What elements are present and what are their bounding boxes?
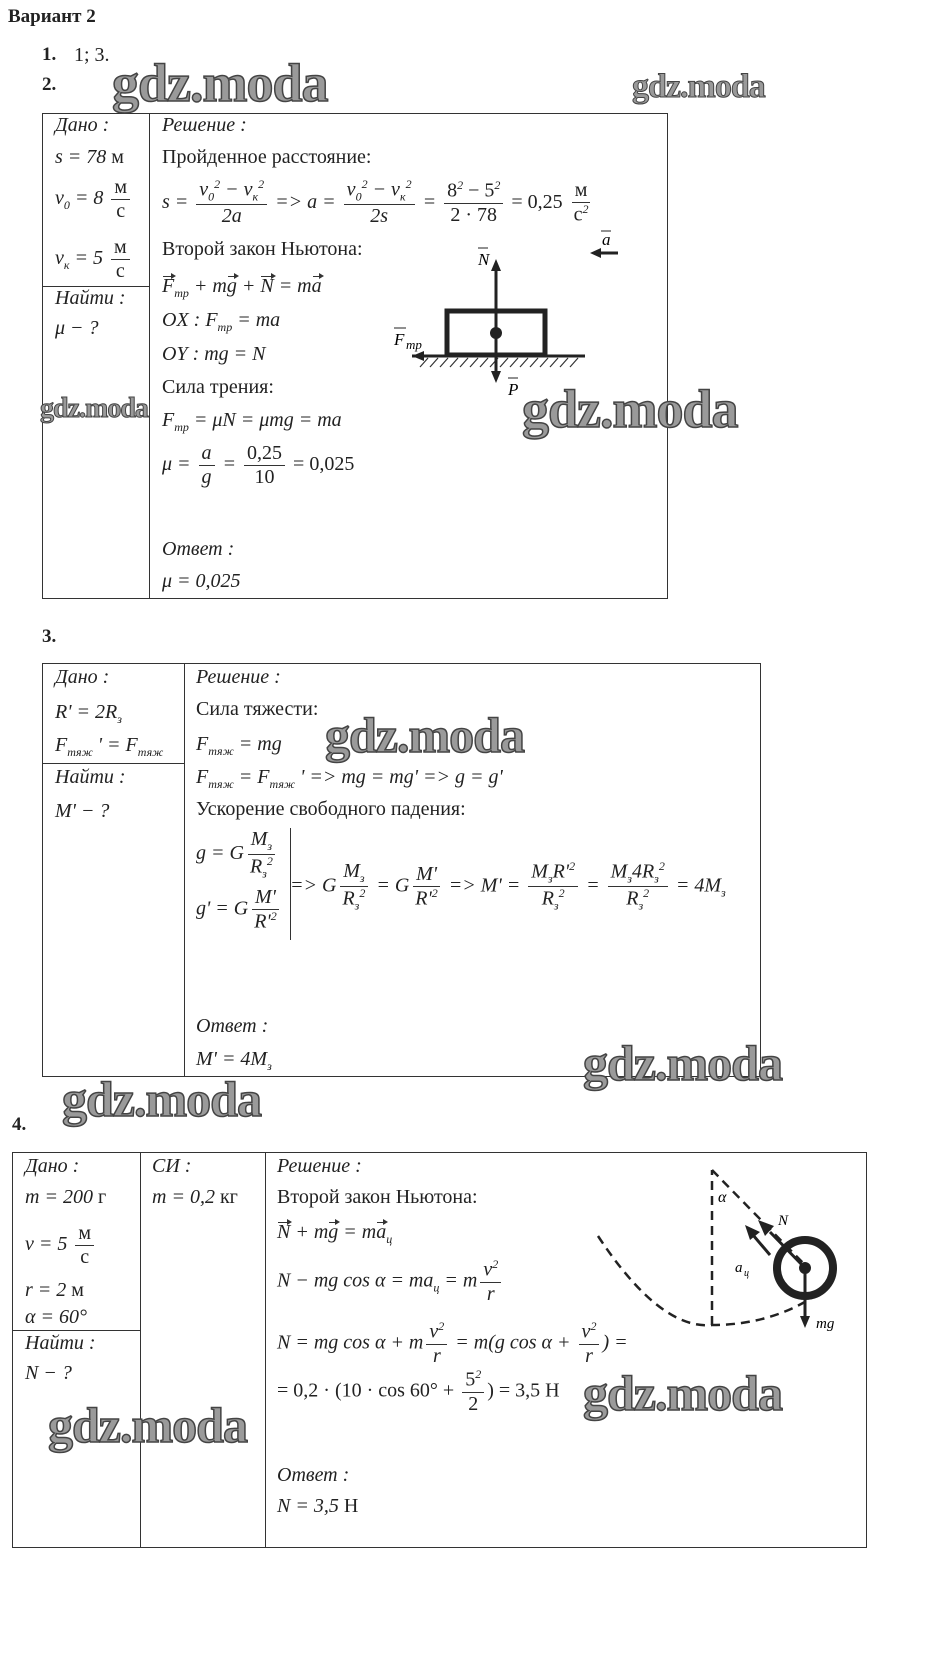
math-text: => M' =: [443, 874, 526, 897]
denominator: [113, 200, 128, 223]
row-divider: [13, 1330, 140, 1331]
math-text: v: [346, 178, 356, 201]
math-text: R': [415, 887, 432, 910]
numerator: [111, 236, 130, 260]
numerator: [111, 176, 130, 200]
denominator: [251, 910, 280, 934]
subscript: ц: [386, 1232, 393, 1246]
math-text: => G: [290, 874, 337, 897]
superscript: 2: [558, 886, 565, 901]
given-vk: [55, 236, 133, 283]
find-label: Найти :: [25, 1332, 96, 1354]
solution-label: Решение :: [196, 666, 281, 688]
solution-label: Решение :: [162, 114, 247, 136]
fraction: [196, 178, 267, 228]
numerator: [252, 886, 279, 910]
numerator: [462, 1368, 484, 1393]
formula-gravity: [196, 733, 282, 759]
math-text: s = 78: [55, 146, 112, 168]
watermark: gdz.moda: [325, 707, 524, 763]
numerator: [608, 860, 668, 887]
math-text: = 8: [69, 187, 109, 210]
math-text: Н: [343, 1495, 359, 1517]
fraction: [412, 863, 441, 911]
answer-label: Ответ :: [196, 1015, 269, 1037]
find-value: M' − ?: [55, 800, 110, 822]
math-text: OY : mg = N: [162, 343, 266, 365]
denominator: [539, 887, 568, 913]
math-text: v: [55, 187, 64, 210]
math-text: v: [199, 178, 209, 201]
math-text: R: [249, 855, 263, 878]
given-s: [55, 146, 124, 169]
math-text: = m: [338, 1221, 377, 1243]
denominator: [219, 205, 245, 228]
radius-line: [712, 1170, 805, 1265]
formula-projection: [277, 1258, 504, 1306]
math-text: ) = 3,5 Н: [487, 1379, 560, 1402]
n-label: N: [778, 1213, 789, 1229]
numerator: [480, 1258, 501, 1283]
math-text: с: [116, 200, 126, 222]
numerator: [196, 178, 267, 205]
subscript: з: [638, 899, 644, 914]
subscript: ц: [433, 1280, 440, 1295]
math-text: a: [201, 442, 212, 464]
superscript: 2: [590, 1319, 597, 1333]
math-text: + m: [188, 275, 227, 297]
math-text: F: [196, 766, 209, 788]
math-text: = 4M: [670, 874, 722, 897]
subscript: з: [267, 839, 273, 853]
subscript: тр: [174, 420, 189, 434]
subscript: з: [267, 1059, 272, 1073]
fraction: [199, 442, 215, 489]
superscript: 2: [214, 177, 221, 191]
math-text: м: [111, 146, 124, 168]
subscript: з: [354, 898, 360, 913]
math-text: v: [581, 1320, 591, 1343]
math-text: R': [552, 860, 570, 883]
watermark: gdz.moda: [522, 379, 738, 439]
formula-newton: [277, 1221, 392, 1247]
fraction: [339, 860, 368, 913]
answer-label: Ответ :: [162, 538, 235, 560]
formula-friction: [162, 409, 342, 435]
superscript: 2: [438, 1319, 445, 1333]
column-divider: [265, 1153, 266, 1547]
mg-label: mg: [816, 1316, 835, 1332]
subscript: 0: [63, 198, 70, 213]
alpha-label: α: [718, 1189, 727, 1206]
numerator: [426, 1320, 447, 1345]
friction-label-sub: тр: [406, 337, 422, 352]
math-text: R: [626, 888, 639, 911]
vector: F: [162, 275, 175, 297]
math-text: = ma: [232, 309, 281, 331]
math-text: M': [416, 863, 438, 886]
fraction: [571, 179, 592, 227]
answer-value: [277, 1495, 358, 1518]
math-text: 0,25: [247, 442, 283, 464]
subscript: 0: [355, 189, 362, 204]
denominator: [339, 887, 368, 913]
denominator: [484, 1283, 498, 1306]
given-radius: [25, 1279, 84, 1302]
denominator: [113, 260, 128, 283]
math-text: + m: [290, 1221, 329, 1243]
math-text: = μN = μmg = ma: [188, 409, 342, 431]
math-text: r = 2: [25, 1279, 72, 1301]
numerator: [244, 442, 285, 466]
math-text: v: [55, 247, 64, 270]
vector: N: [260, 275, 274, 297]
superscript: 2: [492, 1257, 499, 1271]
a-label: a: [602, 230, 611, 249]
math-text: 8: [447, 180, 458, 203]
subscript: 0: [208, 189, 215, 204]
formula-equal: [196, 766, 503, 792]
subscript: з: [721, 885, 726, 900]
math-text: => a =: [270, 190, 341, 213]
subscript: тяж: [208, 777, 234, 791]
math-text: v = 5: [25, 1233, 73, 1256]
math-text: с: [80, 1246, 90, 1268]
subscript: з: [262, 866, 267, 881]
formula-normal: [277, 1320, 628, 1368]
row-divider: [43, 763, 184, 764]
math-text: 4R: [631, 860, 655, 883]
watermark: gdz.moda: [62, 1071, 261, 1127]
denominator: [412, 887, 441, 911]
math-text: = mg: [233, 733, 282, 755]
given-v0: [55, 176, 133, 223]
si-mass: [152, 1186, 238, 1209]
subscript: з: [627, 871, 632, 886]
superscript: 2: [270, 909, 277, 923]
math-text: α = 60°: [25, 1306, 87, 1328]
friction-label: F: [394, 330, 405, 349]
fraction: [244, 442, 285, 489]
math-text: г: [97, 1186, 107, 1208]
numerator: [340, 860, 367, 887]
subscript: тяж: [67, 745, 93, 759]
math-text: м: [114, 176, 128, 198]
heading-newton: Второй закон Ньютона:: [162, 238, 363, 260]
heading-acceleration: Ускорение свободного падения:: [196, 798, 466, 820]
math-text: 2: [468, 1392, 479, 1415]
subscript: тяж: [269, 777, 296, 791]
column-divider: [140, 1153, 141, 1547]
superscript: 2: [431, 886, 438, 901]
given-radius: [55, 701, 122, 727]
vector: a: [376, 1221, 387, 1243]
subscript: тяж: [208, 744, 234, 758]
math-text: g: [201, 466, 212, 488]
math-text: =: [417, 190, 442, 213]
given-label: Дано :: [55, 114, 110, 136]
math-text: м: [574, 179, 588, 202]
superscript: 2: [569, 859, 576, 873]
fraction: [344, 178, 415, 228]
math-text: с: [115, 260, 125, 282]
watermark: gdz.moda: [583, 1365, 782, 1421]
math-text: N = 3,5: [277, 1495, 344, 1517]
watermark: gdz.moda: [632, 68, 765, 105]
denominator: [77, 1246, 92, 1269]
math-text: м: [114, 236, 127, 258]
given-label: Дано :: [25, 1155, 80, 1177]
math-text: = 0,25: [506, 190, 568, 213]
math-text: F: [55, 734, 68, 756]
heading-friction: Сила трения:: [162, 376, 274, 398]
vector: N: [277, 1221, 291, 1243]
math-text: ) =: [602, 1331, 628, 1354]
math-text: − v: [367, 178, 400, 201]
math-text: − v: [220, 178, 253, 201]
math-text: r: [585, 1344, 593, 1367]
superscript: 2: [494, 178, 501, 193]
subscript: к: [252, 189, 259, 204]
superscript: 2: [582, 202, 589, 217]
vector: g: [226, 275, 237, 297]
superscript: 2: [457, 178, 464, 193]
math-text: v: [429, 1320, 439, 1343]
find-label: Найти :: [55, 287, 126, 309]
fraction: [608, 860, 668, 914]
math-text: v: [483, 1258, 493, 1281]
formula-result: [290, 860, 726, 914]
superscript: 2: [359, 886, 366, 901]
subscript: з: [654, 871, 659, 886]
math-text: OX : F: [162, 309, 218, 331]
equation-system: [196, 828, 291, 940]
find-value: μ − ?: [55, 317, 99, 339]
find-label: Найти :: [55, 766, 126, 788]
n-label: N: [478, 250, 490, 269]
math-text: R: [342, 887, 355, 910]
superscript: 2: [258, 177, 265, 191]
given-mass: [25, 1186, 106, 1209]
formula-ox: [162, 309, 280, 335]
find-value: N − ?: [25, 1362, 72, 1384]
fraction: [111, 236, 130, 283]
heading-distance: Пройденное расстояние:: [162, 146, 372, 168]
task1-answer: 1; 3.: [74, 44, 110, 66]
numerator: [344, 178, 415, 205]
math-text: μ = 0,025: [162, 570, 241, 592]
acceleration-arrow: [753, 1235, 770, 1255]
solution-label: Решение :: [277, 1155, 362, 1177]
math-text: м: [71, 1279, 84, 1301]
watermark: gdz.moda: [48, 1397, 247, 1453]
subscript: з: [359, 871, 365, 886]
variant-title: Вариант 2: [8, 6, 96, 27]
math-text: = G: [371, 874, 410, 897]
answer-value: [162, 570, 241, 593]
math-text: R: [541, 888, 554, 911]
fraction: [480, 1258, 501, 1306]
a-label-sub: ц: [744, 1268, 749, 1279]
math-text: g' = G: [196, 897, 249, 920]
math-text: с: [573, 204, 583, 227]
math-text: − 5: [463, 180, 495, 203]
subscript: тяж: [137, 745, 164, 759]
given-label: Дано :: [55, 666, 110, 688]
superscript: 2: [658, 859, 665, 873]
denominator: [571, 203, 592, 227]
math-text: M: [610, 860, 628, 883]
vector: a: [311, 275, 322, 297]
math-text: M': [255, 886, 276, 908]
task2-number: 2.: [42, 74, 57, 95]
math-text: кг: [219, 1186, 238, 1208]
superscript: 2: [361, 177, 368, 191]
math-text: μ =: [162, 453, 196, 476]
math-text: = F: [233, 766, 270, 788]
column-divider: [184, 664, 185, 1076]
math-text: = m: [273, 275, 312, 297]
math-text: = 5: [69, 247, 109, 270]
formula-g: [196, 828, 279, 881]
heading-gravity: Сила тяжести:: [196, 698, 319, 720]
fraction: [251, 886, 280, 934]
given-angle: [25, 1306, 87, 1329]
math-text: +: [236, 275, 261, 297]
fraction: [75, 1222, 94, 1269]
subscript: з: [117, 712, 122, 726]
denominator: [465, 1393, 481, 1416]
formula-g-prime: [196, 886, 283, 934]
arc-path: [598, 1236, 830, 1325]
math-text: M' = 4M: [196, 1048, 268, 1070]
subscript: тр: [174, 286, 189, 300]
denominator: [367, 205, 391, 228]
denominator: [623, 887, 652, 913]
formula-mu: [162, 442, 354, 489]
math-text: M: [343, 860, 360, 883]
math-text: R' = 2R: [55, 701, 118, 723]
math-text: M: [531, 860, 548, 883]
task3-number: 3.: [42, 626, 57, 647]
denominator: [447, 204, 500, 227]
watermark: gdz.moda: [40, 393, 148, 424]
math-text: = m: [439, 1269, 478, 1292]
vector: g: [328, 1221, 339, 1243]
fraction: [111, 176, 130, 223]
fraction: [426, 1320, 447, 1368]
math-text: m = 200: [25, 1186, 98, 1208]
math-text: = 0,025: [288, 453, 355, 476]
math-text: 2 · 78: [450, 204, 498, 227]
a-label: a: [735, 1260, 743, 1276]
fraction: [444, 179, 503, 227]
math-text: ' = F: [92, 734, 138, 756]
circular-motion-diagram: [590, 1160, 860, 1350]
numerator: [199, 442, 215, 466]
p-label: P: [508, 380, 519, 399]
math-text: 2s: [370, 205, 389, 228]
superscript: 2: [266, 853, 273, 868]
math-text: 5: [465, 1368, 476, 1391]
math-text: N = mg cos α + m: [277, 1331, 424, 1354]
numerator: [413, 863, 440, 887]
fraction: [247, 828, 276, 881]
subscript: з: [547, 871, 553, 886]
numerator: [75, 1222, 94, 1246]
math-text: r: [486, 1282, 495, 1305]
numerator: [444, 179, 503, 204]
fraction: [528, 860, 578, 914]
math-text: r: [432, 1344, 441, 1367]
numerator: [572, 179, 591, 203]
math-text: F: [162, 409, 175, 431]
formula-newton: [162, 275, 322, 301]
denominator: [247, 855, 276, 881]
subscript: тр: [217, 320, 233, 334]
math-text: g = G: [196, 842, 244, 865]
superscript: 2: [643, 886, 650, 901]
denominator: [430, 1345, 444, 1368]
math-text: m = 0,2: [152, 1186, 220, 1208]
denominator: [252, 466, 278, 489]
task1-number: 1.: [42, 44, 57, 65]
math-text: F: [196, 733, 209, 755]
math-text: 10: [254, 466, 275, 488]
heading-newton: Второй закон Ньютона:: [277, 1186, 478, 1208]
denominator: [199, 466, 215, 489]
formula-oy: [162, 343, 266, 366]
watermark: gdz.moda: [583, 1035, 782, 1091]
si-label: СИ :: [152, 1155, 192, 1177]
numerator: [248, 828, 275, 855]
answer-label: Ответ :: [277, 1464, 350, 1486]
math-text: 2a: [221, 205, 242, 228]
fraction: [462, 1368, 484, 1416]
superscript: 2: [475, 1367, 482, 1381]
given-velocity: [25, 1222, 97, 1269]
math-text: м: [78, 1222, 92, 1244]
superscript: 2: [405, 177, 412, 191]
math-text: M: [250, 828, 268, 850]
watermark: gdz.moda: [112, 53, 328, 113]
numerator: [528, 860, 578, 887]
subscript: к: [63, 258, 70, 273]
given-force: [55, 734, 163, 760]
task4-number: 4.: [12, 1114, 27, 1135]
column-divider: [149, 114, 150, 598]
math-text: R': [254, 910, 271, 933]
math-text: =: [217, 453, 242, 476]
math-text: = m(g cos α +: [450, 1331, 576, 1354]
math-text: ' => mg = mg' => g = g': [295, 766, 503, 788]
formula-distance: [162, 178, 595, 228]
math-text: = 0,2 · (10 · cos 60° +: [277, 1379, 460, 1402]
subscript: з: [553, 899, 559, 914]
math-text: N − mg cos α = ma: [277, 1269, 434, 1292]
math-text: s =: [162, 190, 194, 213]
subscript: к: [399, 189, 406, 204]
formula-calculation: [277, 1368, 560, 1416]
ground-hatching: [420, 358, 578, 367]
math-text: =: [581, 874, 605, 897]
